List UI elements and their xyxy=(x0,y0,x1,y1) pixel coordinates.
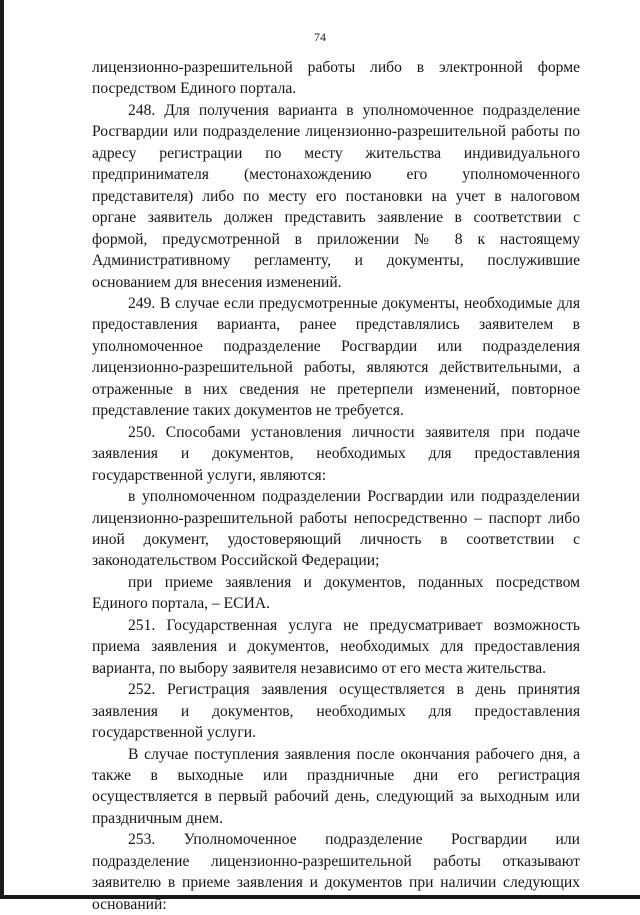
paragraph-252-note: В случае поступления заявления после окончания рабочего дня, а также в выходные или праздничные дни его регистрация осуществляется в первый рабочий день, следующий за выходным или праздничным днем. xyxy=(92,745,580,827)
paragraph-249: 249. В случае если предусмотренные документы, необходимые для предоставления варианта, ранее представлялись заявителем в уполномоченное подразделение Росгвардии или подразделения лицензионно-разрешительной работы, являются действительными, а отраженные в них сведения не претерпели изменений, повторное представление таких документов не требуется. xyxy=(92,294,580,420)
paragraph-250-item-1: в уполномоченном подразделении Росгвардии или подразделении лицензионно-разрешительной работы непосредственно – паспорт либо иной документ, удостоверяющий личность в соответствии с законодательством Российской Федерации; xyxy=(92,488,580,570)
paragraph-250-item-2: при приеме заявления и документов, поданных посредством Единого портала, – ЕСИА. xyxy=(92,573,580,613)
document-body xyxy=(92,57,580,915)
scan-edge xyxy=(0,0,4,899)
paragraph-248: 248. Для получения варианта в уполномоченное подразделение Росгвардии или подразделение лицензионно-разрешительной работы по адресу регистрации по месту жительства индивидуального предпринимателя (местонахождению его уполномоченного представителя) либо по месту его постановки на учет в налоговом органе заявитель должен представить заявление в соответствии с формой, предусмотренной в приложении № 8 к настоящему Административному регламенту, и документы, послужившие основанием для внесения изменений. xyxy=(92,101,580,291)
paragraph-252: 252. Регистрация заявления осуществляется в день принятия заявления и документов, необходимых для предоставления государственной услуги. xyxy=(92,681,580,742)
page-number: 74 xyxy=(314,30,326,44)
paragraph-continuation: лицензионно-разрешительной работы либо в электронной форме посредством Единого портала. xyxy=(92,59,580,98)
paragraph-253: 253. Уполномоченное подразделение Росгвардии или подразделение лицензионно-разрешительной работы отказывают заявителю в приеме заявления и документов при наличии следующих оснований: xyxy=(92,831,580,913)
paragraph-250: 250. Способами установления личности заявителя при подаче заявления и документов, необходимых для предоставления государственной услуги, являются: xyxy=(92,423,580,484)
paragraph-251: 251. Государственная услуга не предусматривает возможность приема заявления и документов, необходимых для предоставления варианта, по выбору заявителя независимо от его места жительства. xyxy=(92,616,580,677)
